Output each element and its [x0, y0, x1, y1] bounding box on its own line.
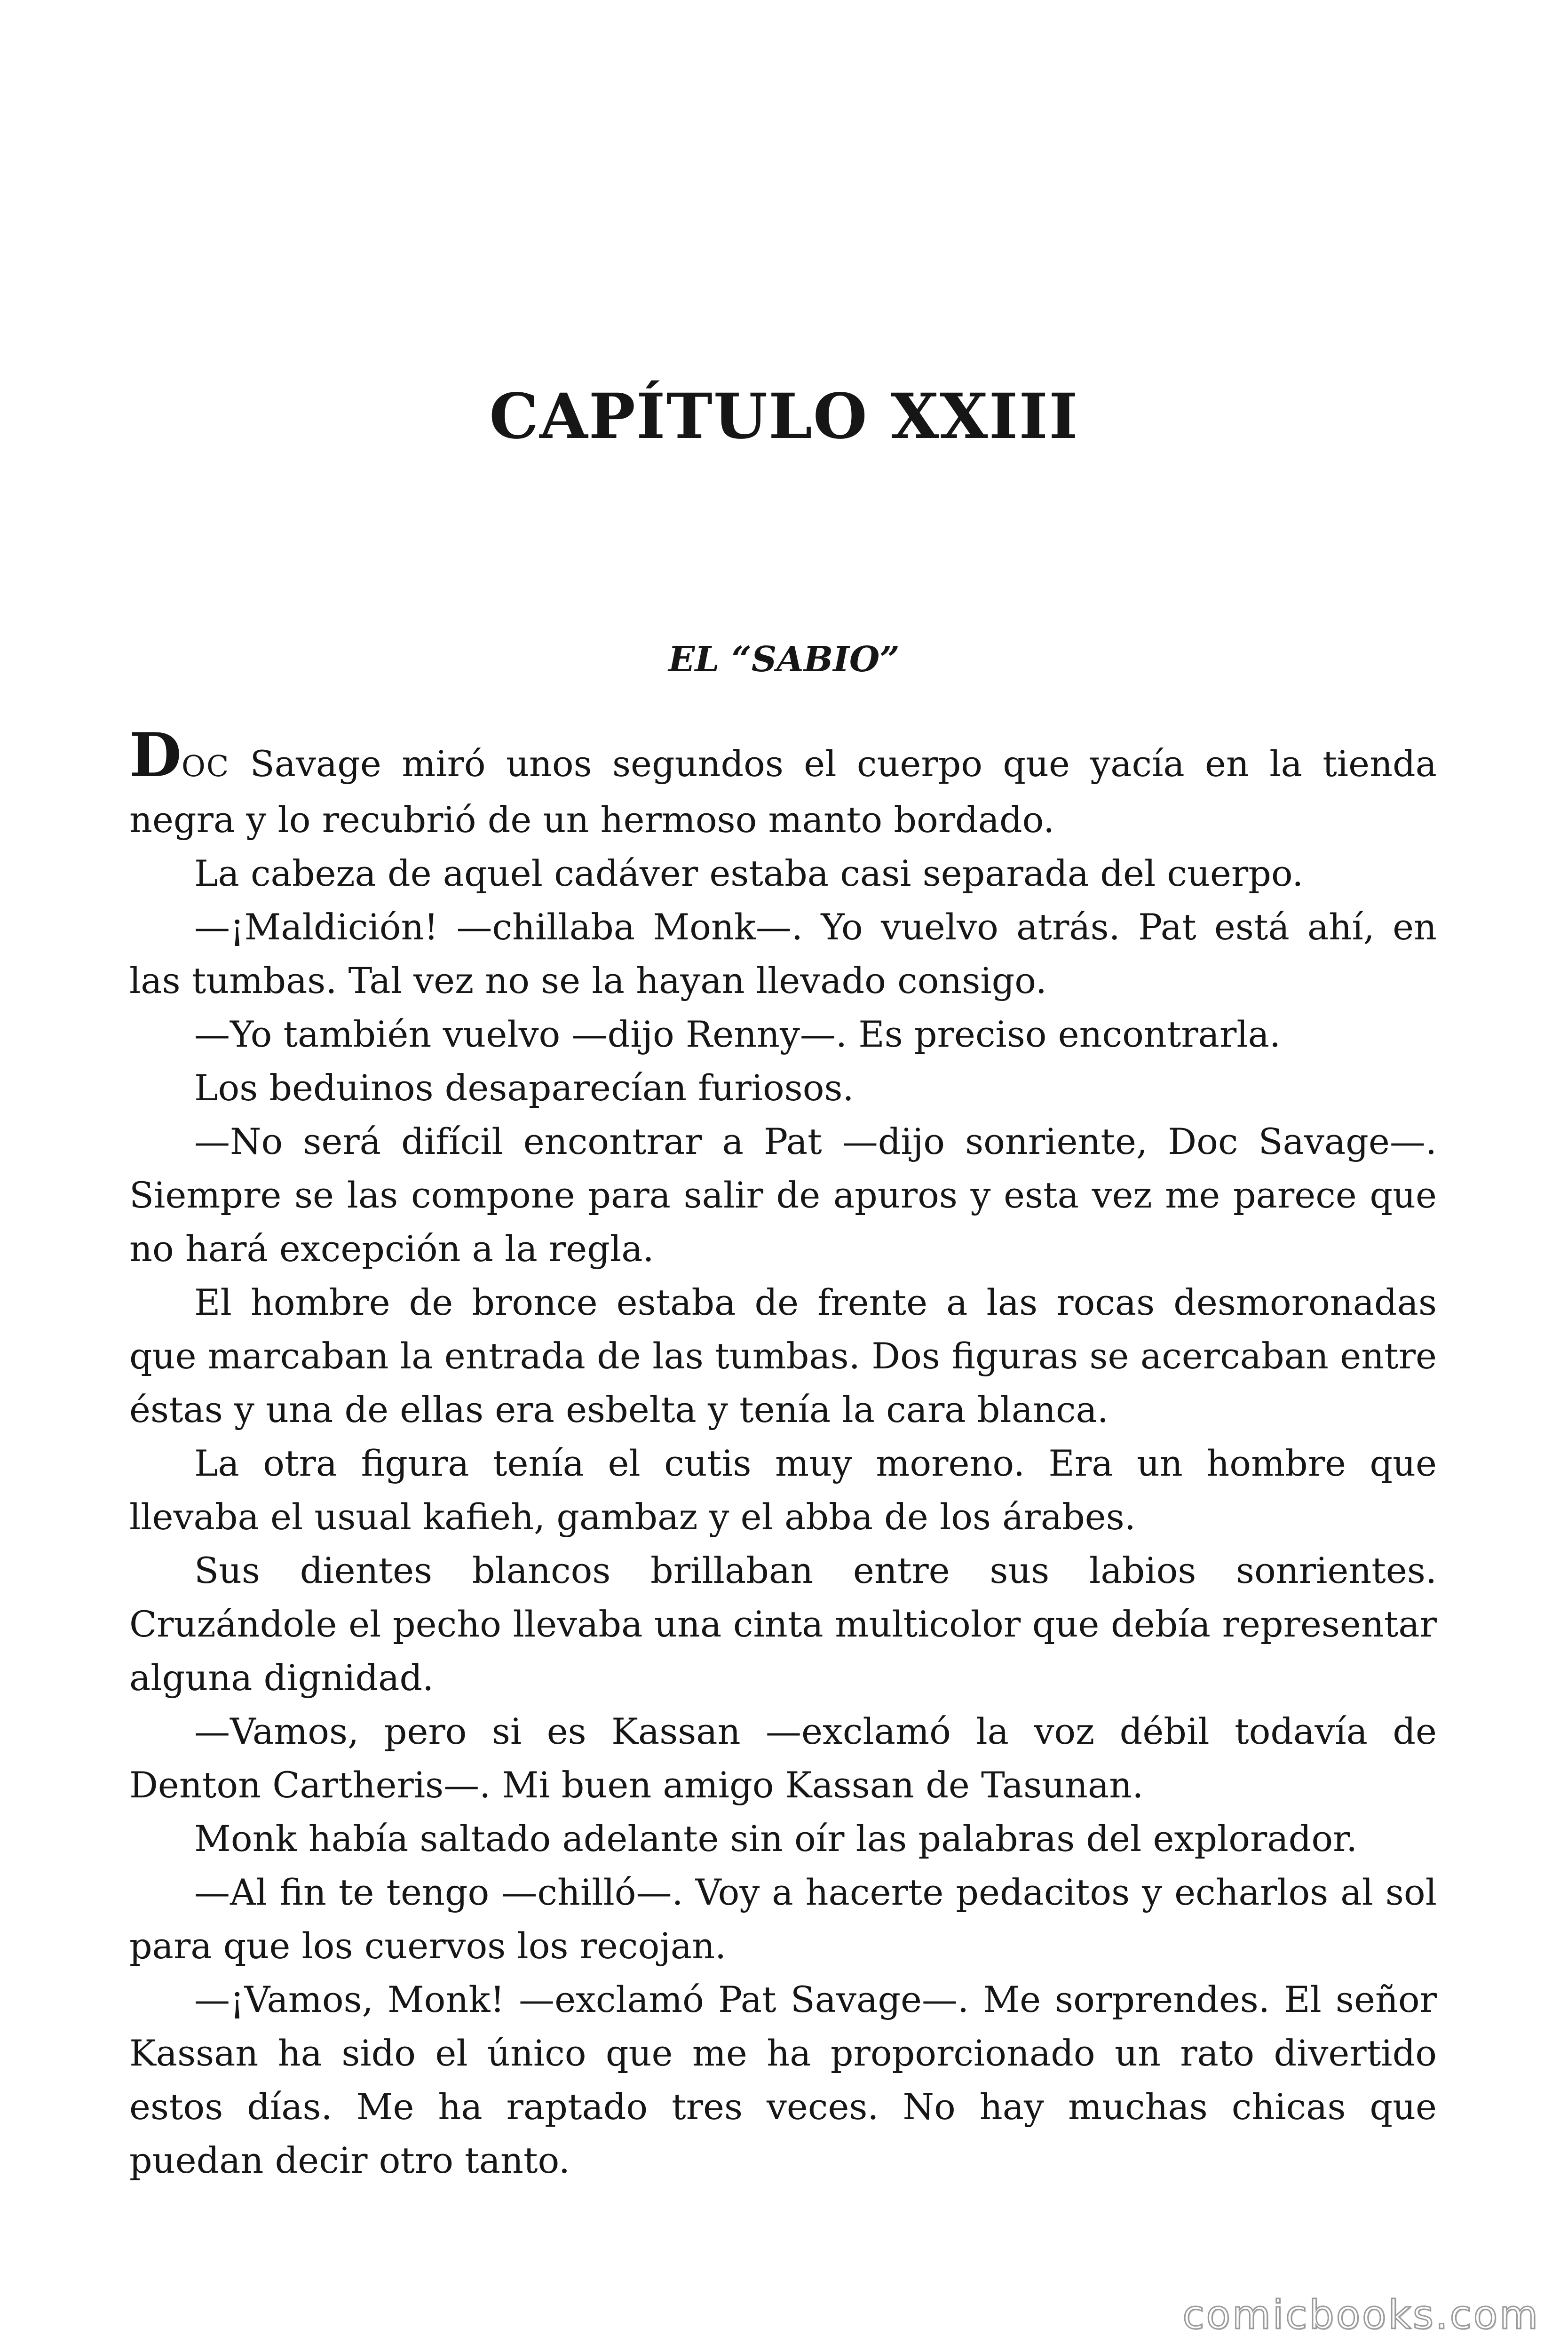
paragraph: —No será difícil encontrar a Pat —dijo sonriente, Doc Savage—. Siempre se las compone para salir de apuros y esta vez me parece que no hará excepción a la regla.: [129, 1120, 1437, 1270]
watermark: comicbooks.com: [1182, 2292, 1540, 2338]
chapter-subtitle: EL “SABIO”: [668, 639, 900, 680]
paragraph-1-text: Savage miró unos segundos el cuerpo que yacía en la tienda negra y lo recubrió de un hermoso manto bordado.: [129, 743, 1437, 841]
paragraph: —¡Vamos, Monk! —exclamó Pat Savage—. Me sorprendes. El señor Kassan ha sido el único que me ha proporcionado un rato divertido estos días. Me ha raptado tres veces. No hay muchas chicas que puedan decir otro tanto.: [129, 1979, 1437, 2181]
paragraph: —Al fin te tengo —chilló—. Voy a hacerte pedacitos y echarlos al sol para que los cuervos los recojan.: [129, 1871, 1437, 1967]
paragraph: La cabeza de aquel cadáver estaba casi separada del cuerpo.: [194, 852, 1304, 894]
paragraph: El hombre de bronce estaba de frente a las rocas desmoronadas que marcaban la entrada de las tumbas. Dos figuras se acercaban entre éstas y una de ellas era esbelta y tenía la cara blanca.: [129, 1281, 1437, 1430]
paragraph: Sus dientes blancos brillaban entre sus labios sonrientes. Cruzándole el pecho llevaba una cinta multicolor que debía representar alguna dignidad.: [129, 1549, 1437, 1699]
paragraph: Los beduinos desaparecían furiosos.: [194, 1067, 854, 1109]
paragraph-1: [129, 720, 1437, 847]
small-caps-lead: OC: [182, 749, 230, 783]
paragraph: —Yo también vuelvo —dijo Renny—. Es preciso encontrarla.: [194, 1013, 1281, 1055]
paragraph: —Vamos, pero si es Kassan —exclamó la voz débil todavía de Denton Cartheris—. Mi buen amigo Kassan de Tasunan.: [129, 1710, 1437, 1806]
body-text: [129, 720, 1437, 2187]
drop-cap: D: [129, 720, 182, 791]
chapter-title: CAPÍTULO XXIII: [489, 380, 1079, 453]
paragraph: —¡Maldición! —chillaba Monk—. Yo vuelvo atrás. Pat está ahí, en las tumbas. Tal vez no se la hayan llevado consigo.: [129, 906, 1437, 1001]
paragraph: Monk había saltado adelante sin oír las palabras del explorador.: [194, 1818, 1358, 1859]
paragraph: La otra figura tenía el cutis muy moreno. Era un hombre que llevaba el usual kafieh, gambaz y el abba de los árabes.: [129, 1442, 1437, 1538]
